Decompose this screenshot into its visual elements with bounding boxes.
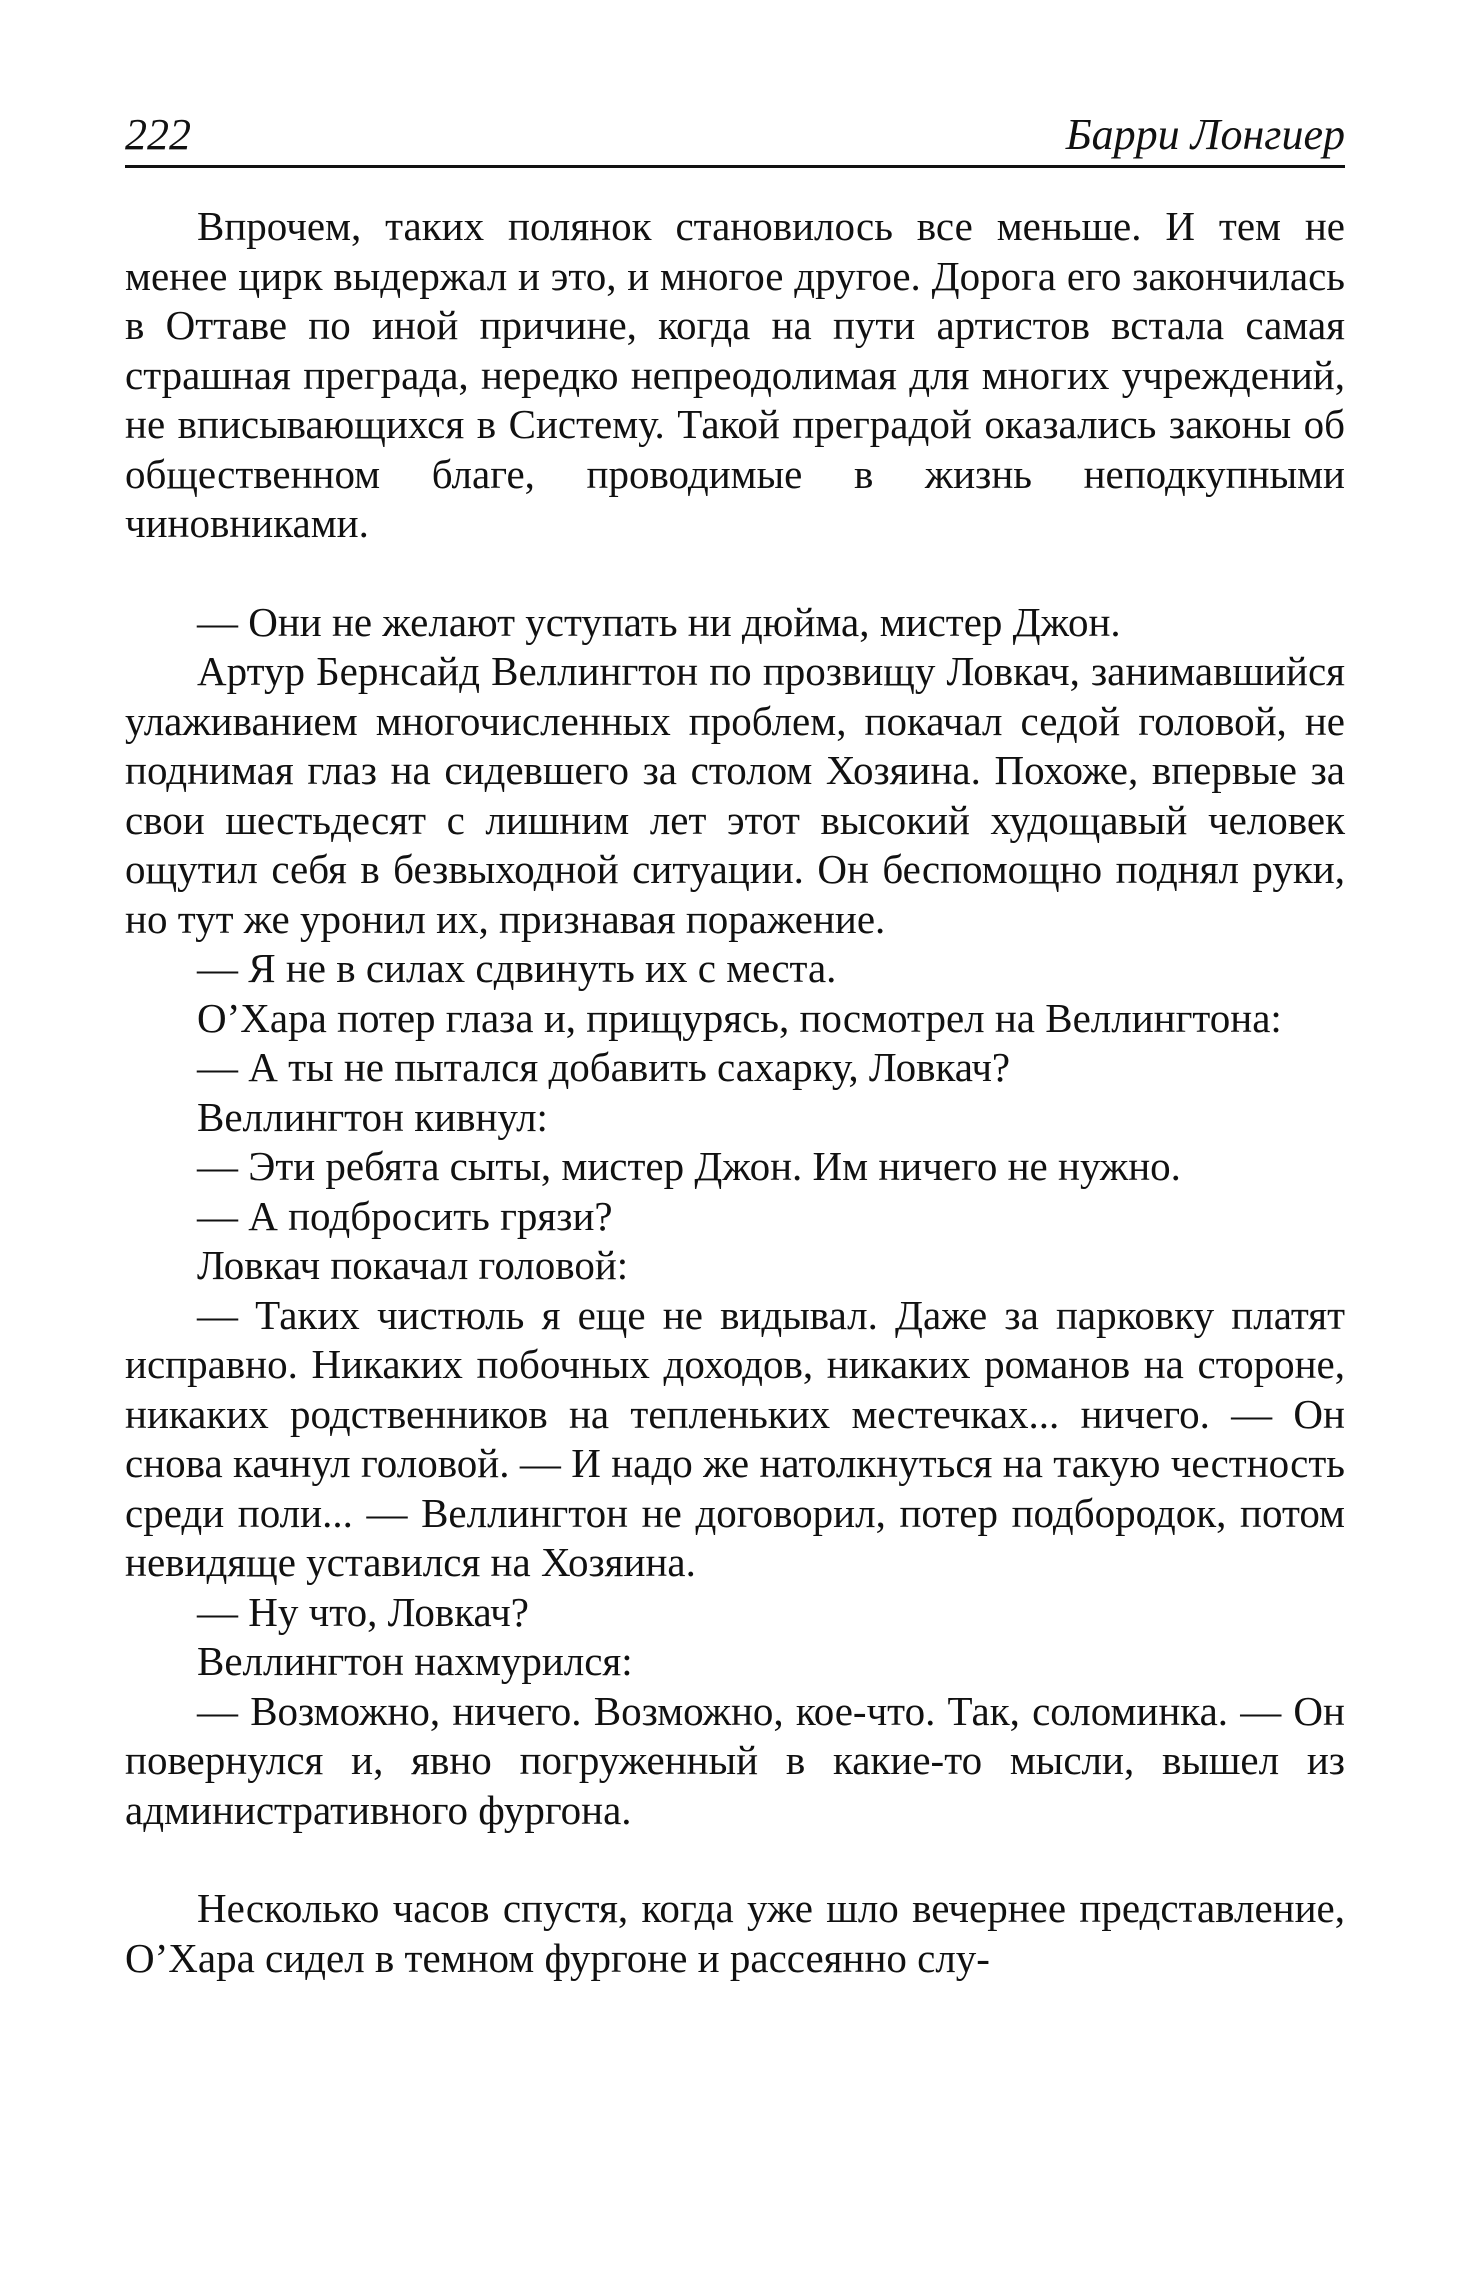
paragraph: Ловкач покачал головой: xyxy=(197,1242,629,1288)
paragraph: — Эти ребята сыты, мистер Джон. Им ничего не нужно. xyxy=(197,1143,1181,1189)
paragraph: Веллингтон нахмурился: xyxy=(197,1638,633,1684)
paragraph: — А ты не пытался добавить сахарку, Ловкач? xyxy=(197,1044,1011,1090)
paragraph: Веллингтон кивнул: xyxy=(197,1093,548,1140)
book-page xyxy=(125,105,1345,1983)
paragraph: — Я не в силах сдвинуть их с места. xyxy=(197,945,837,991)
running-header xyxy=(125,105,1345,168)
page-text xyxy=(125,202,1345,1983)
paragraph: Впрочем, таких полянок становилось все меньше. И тем не менее цирк выдержал и это, и многое другое. Дорога его закончилась в Оттаве по иной причине, когда на пути артистов встала самая страшная преграда, нередко непреодолимая для многих учреждений, не вписывающихся в Систему. Такой преградой оказались законы об общественном благе, проводимые в жизнь неподкупными чиновниками. xyxy=(125,203,1345,546)
paragraph: — Таких чистюль я еще не видывал. Даже за парковку платят исправно. Никаких побочных доходов, никаких романов на стороне, никаких родственников на тепленьких местечках... ничего. — Он снова качнул головой. — И надо же натолкнуться на такую честность среди поли... — Веллингтон не договорил, потер подбородок, потом невидяще уставился на Хозяина. xyxy=(125,1291,1345,1585)
paragraph: — А подбросить грязи? xyxy=(197,1192,613,1239)
paragraph: Артур Бернсайд Веллингтон по прозвищу Ловкач, занимавшийся улаживанием многочисленных проблем, покачал седой головой, не поднимая глаз на сидевшего за столом Хозяина. Похоже, впервые за свои шестьдесят с лишним лет этот высокий худощавый человек ощутил себя в безвыходной ситуации. Он беспомощно поднял руки, но тут же уронил их, признавая поражение. xyxy=(125,648,1345,942)
paragraph: Несколько часов спустя, когда уже шло вечернее представление, О’Хара сидел в темном фургоне и рассеянно слу- xyxy=(125,1885,1345,1981)
page-number: 222 xyxy=(125,110,191,159)
running-author: Барри Лонгиер xyxy=(1065,110,1345,159)
paragraph: — Возможно, ничего. Возможно, кое-что. Так, соломинка. — Он повернулся и, явно погруженный в какие-то мысли, вышел из административного фургона. xyxy=(125,1687,1345,1833)
paragraph: О’Хара потер глаза и, прищурясь, посмотрел на Веллингтона: xyxy=(197,994,1282,1041)
paragraph: — Они не желают уступать ни дюйма, мистер Джон. xyxy=(197,598,1121,645)
paragraph: — Ну что, Ловкач? xyxy=(197,1588,529,1635)
